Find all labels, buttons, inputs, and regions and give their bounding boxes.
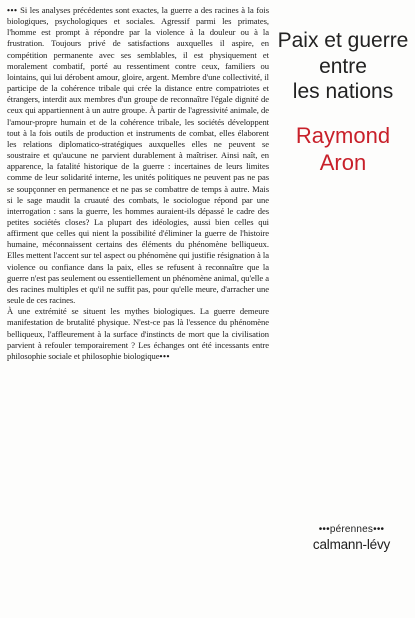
lead-dots-ornament: ••• <box>7 5 18 15</box>
blurb-paragraph-1 <box>7 5 269 306</box>
book-title <box>271 28 415 105</box>
blurb-paragraph-2-text: À une extrémité se situent les mythes biologiques. La guerre demeure manifestation de brutalité physique. N'est-ce pas là l'essence du phénomène belliqueux, l'affleurement à la surface d'instincts de mort que la civilisation parvient à refouler temporairement ? Les échanges ont été incessants entre philosophie sociale et philosophie biologique <box>7 306 269 361</box>
back-cover-blurb <box>7 5 269 613</box>
collection-name: •••pérennes••• <box>318 524 385 535</box>
author-first-name: Raymond <box>295 123 391 148</box>
book-title-line-3: les nations <box>292 80 394 103</box>
author-last-name: Aron <box>319 150 367 175</box>
publisher-name: calmann-lévy <box>312 537 391 552</box>
blurb-paragraph-1-text: Si les analyses précédentes sont exactes, la guerre a des racines à la fois biologiques, psychologiques et sociales. Agressif parmi les primates, l'homme est prompt à répondre par la violence à la douleur ou à la frustration. Toujours privé de satisfactions auxquelles il aspire, en compétition permanente avec ses semblables, il est physiquement et moralement combatif, porté au ressentiment contre ceux, familiers ou lointains, qui lui dérobent amour, gloire, argent. Membre d'une collectivité, il participe de la cohérence tribale qui crée la distance entre compatriotes et étrangers, interdit aux membres d'un groupe de reconnaître l'égale dignité de ceux qui appartiennent à un autre groupe. À partir de l'agressivité animale, de l'amour-propre humain et de la cohérence tribale, les sociétés développent tout à la fois outils de production et instruments de combat, elles élaborent les relations diplomatico-stratégiques auxquelles elles ne peuvent se soustraire et qu'aucune ne parvient durablement à maîtriser. Ainsi naît, en apparence, la fatalité historique de la guerre : incertaines de leurs limites comme de leur solidarité interne, les unités politiques ne peuvent pas ne pas se soupçonner en permanence et ne pas se combattre de temps à autre. Mais si le sage maudit la cruauté des combats, le sociologue répond par une interrogation : sans la guerre, les hommes auraient-ils dépassé le cadre des petites sociétés closes? La plupart des idéologies, aussi bien celles qui affirment que celles qui nient la possibilité d'éliminer la guerre de l'histoire humaine, méconnaissent certains des éléments du phénomène belliqueux. Elles mettent l'accent sur tel aspect ou phénomène qui justifie résignation à la violence ou confiance dans la paix, elles se refusent à reconnaître que la guerre n'est pas seulement ou essentiellement un phénomène animal, qu'elle a des racines multiples et qu'il ne suffit pas, pour qu'elle meure, d'arracher une seule de ces racines. <box>7 5 269 306</box>
book-title-line-1: Paix et guerre <box>277 29 409 52</box>
blurb-paragraph-2 <box>7 306 269 362</box>
author-name <box>271 122 415 176</box>
publisher-block <box>288 524 415 553</box>
trail-dots-ornament: ••• <box>159 350 171 361</box>
book-title-line-2: entre <box>319 54 367 78</box>
